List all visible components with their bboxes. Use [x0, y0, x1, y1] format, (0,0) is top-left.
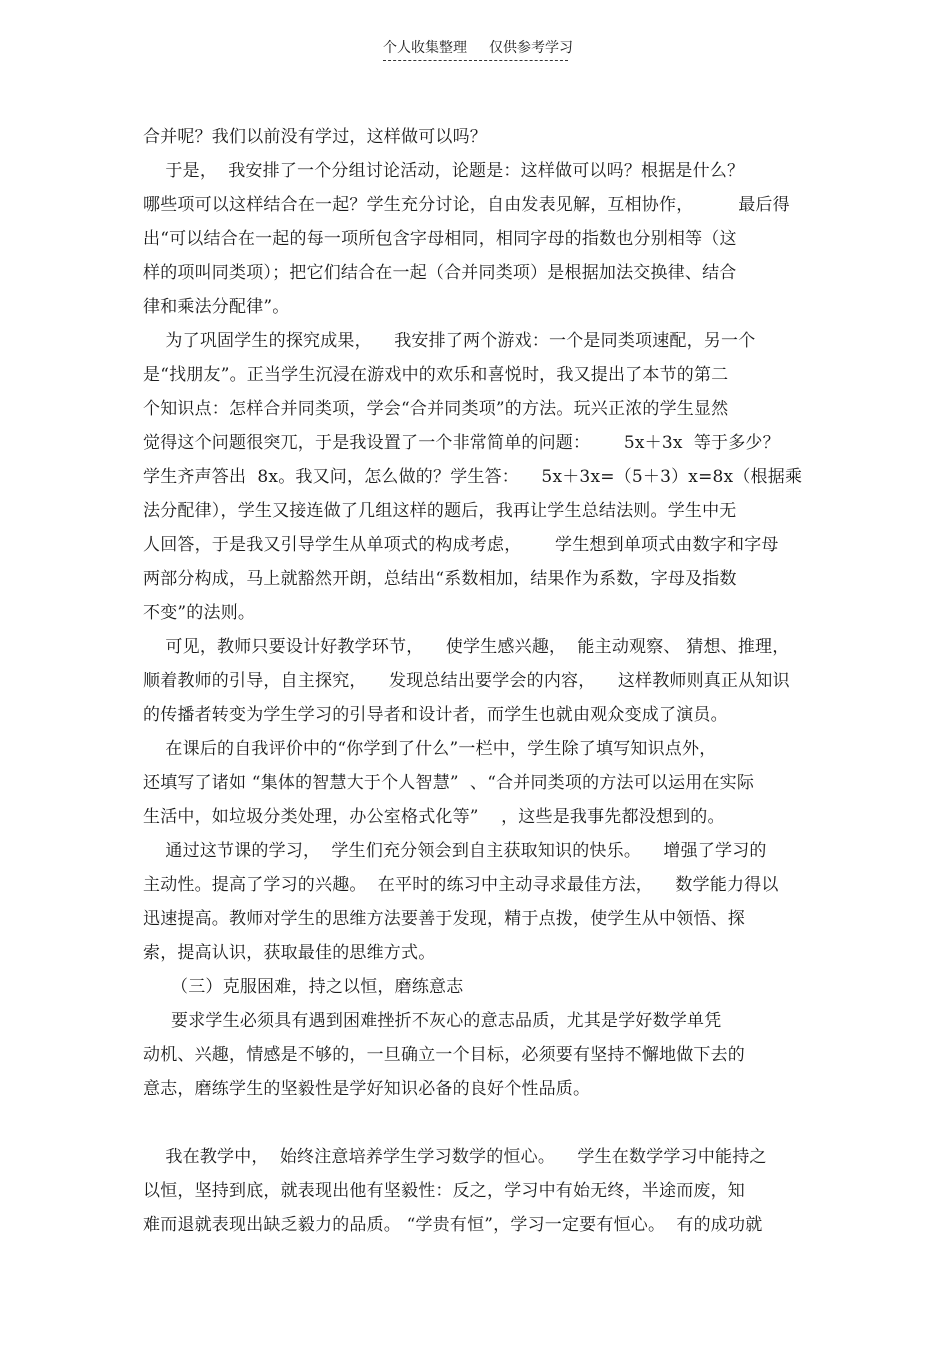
body-line: 迅速提高。教师对学生的思维方法要善于发现，精于点拨，使学生从中领悟、探 — [143, 909, 745, 929]
body-line: 我在教学中， 始终注意培养学生学习数学的恒心。 学生在数学学习中能持之 — [143, 1147, 767, 1167]
body-line: 合并呢？我们以前没有学过，这样做可以吗？ — [143, 127, 487, 147]
body-line: 法分配律），学生又接连做了几组这样的题后，我再让学生总结法则。学生中无 — [143, 501, 737, 521]
body-line: 觉得这个问题很突兀，于是我设置了一个非常简单的问题： 5x＋3x 等于多少？ — [143, 433, 780, 453]
body-line: 是“找朋友”。正当学生沉浸在游戏中的欢乐和喜悦时，我又提出了本节的第二 — [143, 365, 729, 385]
body-line: 难而退就表现出缺乏毅力的品质。 “学贵有恒”，学习一定要有恒心。 有的成功就 — [143, 1215, 763, 1235]
body-line: 人回答，于是我又引导学生从单项式的构成考虑， 学生想到单项式由数字和字母 — [143, 535, 779, 555]
header-left-text: 个人收集整理 — [383, 40, 467, 56]
body-line: 出“可以结合在一起的每一项所包含字母相同，相同字母的指数也分别相等（这 — [143, 229, 737, 249]
body-line: 不变”的法则。 — [143, 603, 256, 623]
body-line: 意志，磨练学生的坚毅性是学好知识必备的良好个性品质。 — [143, 1079, 591, 1099]
body-line: 通过这节课的学习， 学生们充分领会到自主获取知识的快乐。 增强了学习的 — [143, 841, 767, 861]
section-heading: （三）克服困难，持之以恒，磨练意志 — [143, 977, 464, 997]
body-line: 律和乘法分配律”。 — [143, 297, 290, 317]
body-line: 学生齐声答出 8x。我又问，怎么做的？学生答： 5x＋3x=（5＋3）x=8x（根据乘 — [143, 467, 803, 487]
body-line: 可见，教师只要设计好教学环节， 使学生感兴趣， 能主动观察、 猜想、推理， — [143, 637, 790, 657]
body-line: 于是， 我安排了一个分组讨论活动，论题是：这样做可以吗？根据是什么？ — [143, 161, 745, 181]
body-line: 样的项叫同类项）；把它们结合在一起（合并同类项）是根据加法交换律、结合 — [143, 263, 737, 283]
body-line: 哪些项可以这样结合在一起？学生充分讨论，自由发表见解，互相协作， 最后得 — [143, 195, 790, 215]
body-line: 还填写了诸如 “集体的智慧大于个人智慧” 、“合并同类项的方法可以运用在实际 — [143, 773, 755, 793]
body-line: 顺着教师的引导，自主探究， 发现总结出要学会的内容， 这样教师则真正从知识 — [143, 671, 790, 691]
body-line: 主动性。提高了学习的兴趣。 在平时的练习中主动寻求最佳方法， 数学能力得以 — [143, 875, 779, 895]
body-line: 生活中，如垃圾分类处理，办公室格式化等” ，这些是我事先都没想到的。 — [143, 807, 725, 827]
body-line: 索，提高认识，获取最佳的思维方式。 — [143, 943, 436, 963]
body-line: 两部分构成，马上就豁然开朗，总结出“系数相加，结果作为系数，字母及指数 — [143, 569, 737, 589]
body-line: 以恒，坚持到底，就表现出他有坚毅性：反之，学习中有始无终，半途而废，知 — [143, 1181, 745, 1201]
body-line: 为了巩固学生的探究成果， 我安排了两个游戏：一个是同类项速配，另一个 — [143, 331, 756, 351]
body-line: 的传播者转变为学生学习的引导者和设计者，而学生也就由观众变成了演员。 — [143, 705, 728, 725]
page-header — [383, 38, 573, 61]
body-line: 要求学生必须具有遇到困难挫折不灰心的意志品质，尤其是学好数学单凭 — [143, 1011, 722, 1031]
body-line: 个知识点：怎样合并同类项，学会“合并同类项”的方法。玩兴正浓的学生显然 — [143, 399, 729, 419]
body-line: 在课后的自我评价中的“你学到了什么”一栏中，学生除了填写知识点外， — [143, 739, 717, 759]
body-line: 动机、兴趣，情感是不够的，一旦确立一个目标，必须要有坚持不懈地做下去的 — [143, 1045, 745, 1065]
header-right-text: 仅供参考学习 — [489, 40, 573, 56]
